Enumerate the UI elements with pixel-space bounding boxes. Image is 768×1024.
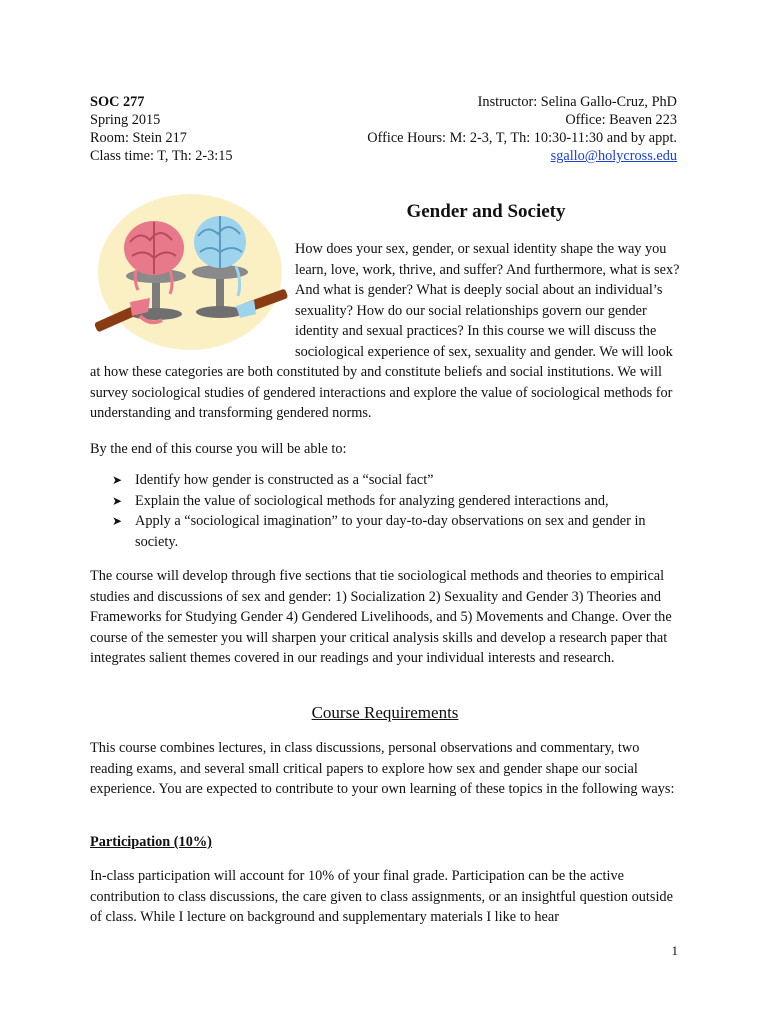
illustration-wrap-spacer (90, 239, 295, 362)
page-number: 1 (671, 943, 678, 958)
course-term: Spring 2015 (90, 112, 161, 128)
instructor-name: Instructor: Selina Gallo-Cruz, PhD (477, 94, 677, 110)
course-time: Class time: T, Th: 2-3:15 (90, 148, 233, 164)
outcome-text: Identify how gender is constructed as a “social fact” (135, 472, 434, 488)
instructor-email-link[interactable]: sgallo@holycross.edu (550, 148, 677, 164)
list-item (112, 470, 682, 491)
outcome-text: Explain the value of sociological methods for analyzing gendered interactions and, (135, 492, 609, 509)
participation-heading: Participation (10%) (90, 834, 212, 850)
arrowhead-bullet-icon: ➤ (112, 514, 123, 528)
list-item (112, 511, 682, 552)
instructor-office: Office: Beaven 223 (565, 112, 677, 128)
learning-outcomes-list (112, 470, 682, 552)
participation-paragraph: In-class participation will account for 10% of your final grade. Participation can be the active contribution to class discussions, the care given to class assignments, or an insightful question outside of class. While I lecture on background and supplementary materials I like to hear (90, 868, 673, 925)
outcomes-intro (90, 439, 680, 460)
course-info (90, 93, 233, 165)
intro-section (90, 239, 680, 424)
outcomes-intro-text: By the end of this course you will be able to: (90, 441, 347, 457)
arrowhead-bullet-icon: ➤ (112, 473, 123, 487)
requirements-paragraph: This course combines lectures, in class discussions, personal observations and commentary, two reading exams, and several small critical papers to explore how sex and gender shape our social experience. You are expected to contribute to your own learning of these topics in the following ways: (90, 740, 675, 797)
instructor-info (367, 93, 677, 165)
office-hours: Office Hours: M: 2-3, T, Th: 10:30-11:30 and by appt. (367, 130, 677, 146)
outcome-text: Apply a “sociological imagination” to your day-to-day observations on sex and gender in society. (135, 513, 646, 550)
participation-section (90, 866, 680, 928)
course-title: Gender and Society (406, 201, 566, 222)
sections-paragraph: The course will develop through five sections that tie sociological methods and theories to empirical studies and discussions of sex and gender: 1) Socialization 2) Sexuality and Gender 3) Theories and Frameworks for Studying Gender 4) Gendered Livelihoods, and 5) Movements and Change. Over the course of the semester you will sharpen your critical analysis skills and develop a research paper that integrates salient themes covered in our readings and your individual interests and research. (90, 568, 672, 666)
course-sections (90, 566, 680, 669)
requirements-section (90, 738, 680, 800)
course-room: Room: Stein 217 (90, 130, 187, 146)
list-item (112, 491, 682, 512)
requirements-heading: Course Requirements (311, 703, 459, 722)
arrowhead-bullet-icon: ➤ (112, 493, 123, 508)
course-code: SOC 277 (90, 94, 145, 110)
intro-paragraph: How does your sex, gender, or sexual identity shape the way you learn, love, work, thrive, and suffer? And furthermore, what is sex? And what is gender? What is deeply social about an individual’s sexuality? How do our social relationships govern our gender identity and sexual practices? In this course we will discuss the sociological experience of sex, sexuality and gender. We will look at how these categories are both constituted by and constitute beliefs and social institutions. We will survey sociological studies of gendered interactions and explore the value of sociological methods for understanding and transforming gendered norms. (90, 241, 680, 421)
